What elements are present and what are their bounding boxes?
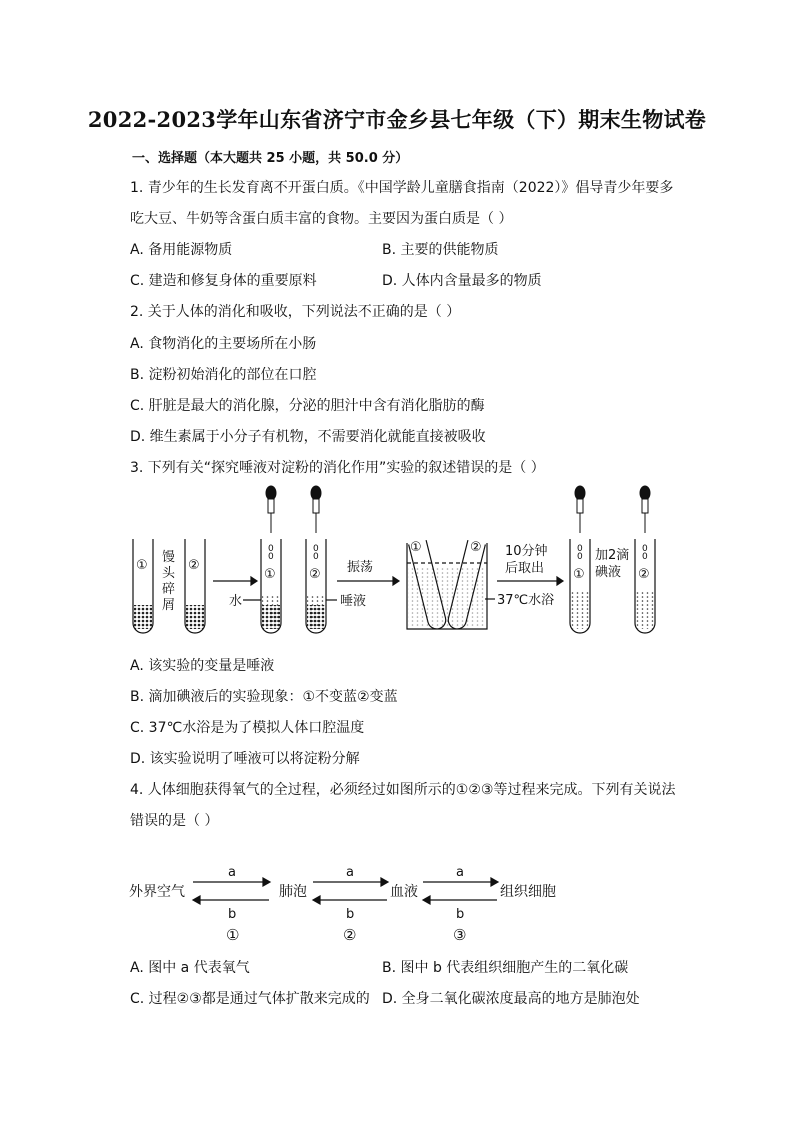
fig3-tube1-label: ①	[136, 558, 148, 573]
fig3-water-label: 水	[229, 594, 243, 609]
q2-option-b[interactable]: B. 淀粉初始消化的部位在口腔	[130, 367, 317, 383]
q1-option-a[interactable]: A. 备用能源物质	[130, 242, 233, 258]
fig3-iodine-line1: 加2滴	[595, 548, 630, 563]
q2-option-d[interactable]: D. 维生素属于小分子有机物，不需要消化就能直接被吸收	[130, 429, 486, 445]
q3-option-b[interactable]: B. 滴加碘液后的实验现象：①不变蓝②变蓝	[130, 689, 398, 705]
fig3-bread-2: 头	[162, 566, 176, 581]
q3-experiment-diagram	[125, 483, 670, 645]
fig3-tube2d-label: ②	[638, 567, 650, 582]
svg-text:0: 0	[268, 552, 274, 562]
svg-text:0: 0	[577, 544, 583, 554]
q4-stem-line1: 4. 人体细胞获得氧气的全过程，必须经过如图所示的①②③等过程来完成。下列有关说法	[130, 782, 676, 798]
svg-text:0: 0	[642, 544, 648, 554]
fig4-node-blood: 血液	[390, 884, 418, 900]
svg-text:0: 0	[313, 552, 319, 562]
fig3-tube1b-label: ①	[264, 567, 276, 582]
q1-stem-line1: 1. 青少年的生长发育离不开蛋白质。《中国学龄儿童膳食指南（2022）》倡导青少年要多	[130, 180, 674, 196]
q3-option-c[interactable]: C. 37℃水浴是为了模拟人体口腔温度	[130, 720, 365, 736]
fig4-a3: a	[456, 865, 464, 880]
svg-text:0: 0	[642, 552, 648, 562]
fig4-node-alveoli: 肺泡	[279, 884, 307, 900]
fig4-step2: ②	[343, 926, 357, 944]
fig3-tube2-label: ②	[188, 558, 200, 573]
q2-option-c[interactable]: C. 肝脏是最大的消化腺，分泌的胆汁中含有消化脂肪的酶	[130, 398, 485, 414]
fig3-tube2b-label: ②	[309, 567, 321, 582]
q2-option-a[interactable]: A. 食物消化的主要场所在小肠	[130, 336, 317, 352]
q4-option-c[interactable]: C. 过程②③都是通过气体扩散来完成的	[130, 991, 370, 1007]
fig4-step1: ①	[226, 926, 240, 944]
fig3-wait-line2: 后取出	[505, 561, 545, 576]
q4-option-d[interactable]: D. 全身二氧化碳浓度最高的地方是肺泡处	[382, 991, 640, 1007]
fig4-a1: a	[228, 865, 236, 880]
q2-stem: 2. 关于人体的消化和吸收，下列说法不正确的是（ ）	[130, 304, 461, 320]
fig4-b3: b	[456, 907, 465, 922]
fig3-saliva-label: 唾液	[340, 594, 367, 609]
fig4-b1: b	[228, 907, 237, 922]
fig4-step3: ③	[453, 926, 467, 944]
q4-stem-line2: 错误的是（ ）	[130, 813, 219, 829]
fig3-wait-line1: 10分钟	[505, 544, 548, 559]
fig3-bread-4: 屑	[162, 598, 176, 613]
svg-text:0: 0	[268, 544, 274, 554]
fig3-iodine-line2: 碘液	[595, 565, 622, 580]
fig4-a2: a	[346, 865, 354, 880]
q4-option-b[interactable]: B. 图中 b 代表组织细胞产生的二氧化碳	[382, 960, 629, 976]
svg-text:0: 0	[313, 544, 319, 554]
fig3-bath-label: 37℃水浴	[497, 593, 555, 608]
fig4-node-air: 外界空气	[129, 884, 185, 900]
fig3-shake-label: 振荡	[347, 560, 374, 575]
fig3-tube1c-label: ①	[410, 540, 422, 555]
q3-option-d[interactable]: D. 该实验说明了唾液可以将淀粉分解	[130, 751, 360, 767]
q4-gas-exchange-diagram	[125, 860, 595, 950]
fig3-bread-3: 碎	[162, 582, 176, 597]
page-title: 2022-2023学年山东省济宁市金乡县七年级（下）期末生物试卷	[87, 107, 707, 132]
fig4-node-tissue: 组织细胞	[500, 884, 556, 900]
q3-stem: 3. 下列有关“探究唾液对淀粉的消化作用”实验的叙述错误的是（ ）	[130, 460, 545, 476]
fig3-tube1d-label: ①	[573, 567, 585, 582]
q1-stem-line2: 吃大豆、牛奶等含蛋白质丰富的食物。主要因为蛋白质是（ ）	[130, 211, 513, 227]
q1-option-b[interactable]: B. 主要的供能物质	[382, 242, 499, 258]
fig3-tube2c-label: ②	[470, 540, 482, 555]
q1-option-d[interactable]: D. 人体内含量最多的物质	[382, 273, 542, 289]
q4-option-a[interactable]: A. 图中 a 代表氧气	[130, 960, 250, 976]
fig3-bread-1: 馒	[162, 550, 176, 565]
q1-option-c[interactable]: C. 建造和修复身体的重要原料	[130, 273, 317, 289]
q3-option-a[interactable]: A. 该实验的变量是唾液	[130, 658, 275, 674]
svg-text:0: 0	[577, 552, 583, 562]
section-heading: 一、选择题（本大题共 25 小题，共 50.0 分）	[132, 151, 409, 166]
fig4-b2: b	[346, 907, 355, 922]
